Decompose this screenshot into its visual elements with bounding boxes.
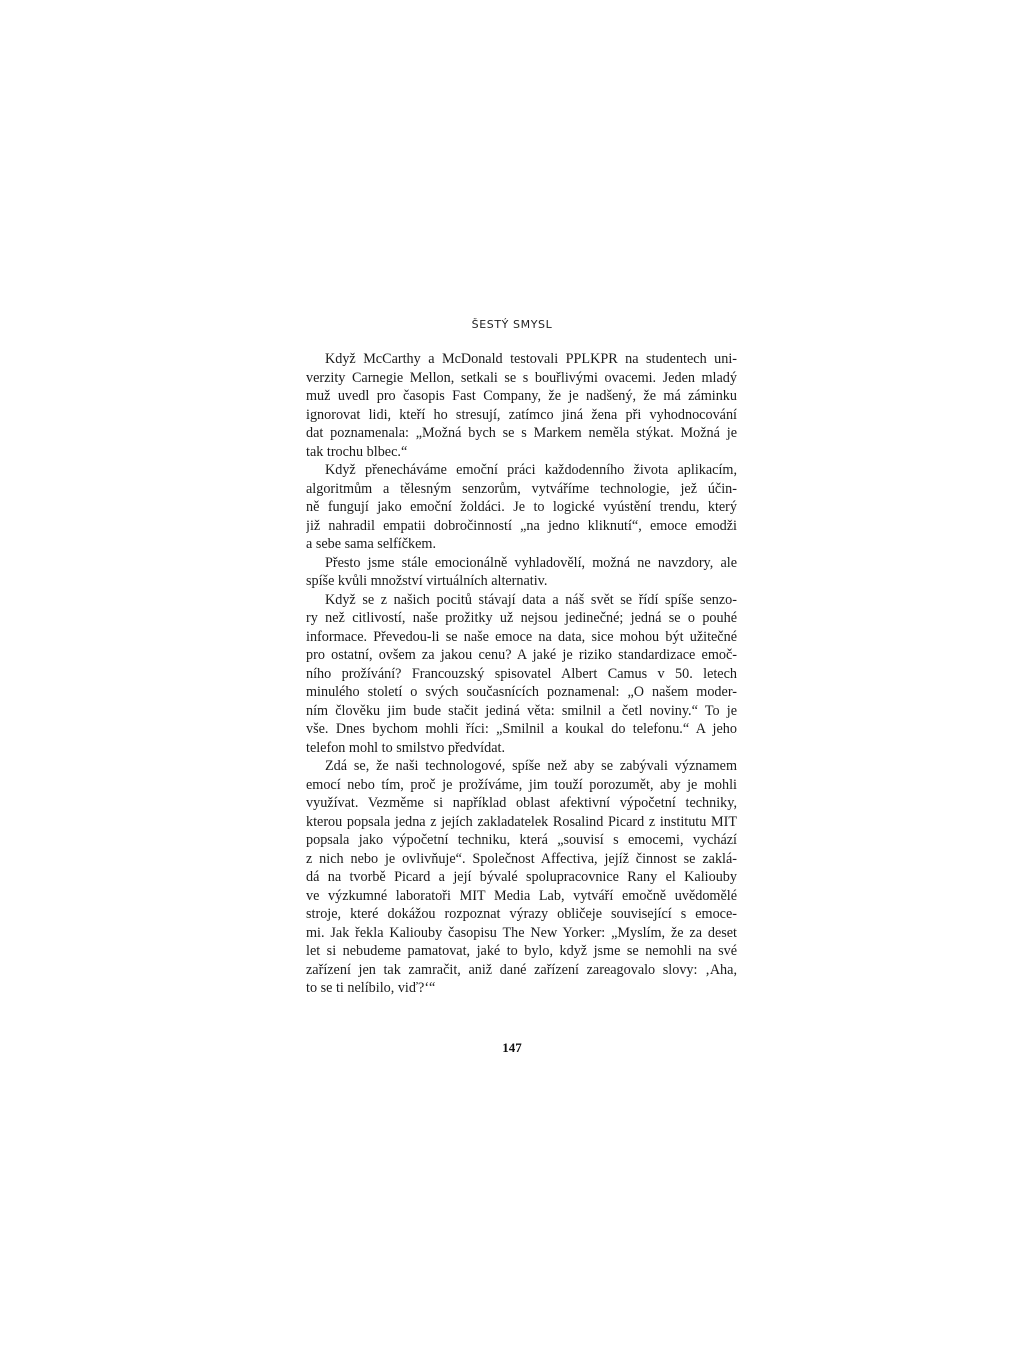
text-line: využívat. Vezměme si například oblast afektivní výpočetní techniky, <box>306 795 737 811</box>
text-line: Když McCarthy a McDonald testovali PPLKPR na studentech uni- <box>325 351 737 367</box>
text-line: z nich nebo je ovlivňuje“. Společnost Affectiva, jejíž činnost se zaklá- <box>306 850 737 867</box>
text-line: emocí nebo tím, proč je prožíváme, jim touží porozumět, aby je mohli <box>306 776 737 793</box>
text-line: stroje, které dokážou rozpoznat výrazy obličeje související s emoce- <box>306 906 737 922</box>
text-line: již nahradil empatii dobročinností „na jedno kliknutí“, emoce emodži <box>306 517 737 534</box>
text-line: Když přenecháváme emoční práci každodenního života aplikacím, <box>325 462 737 478</box>
text-line: minulého století o svých současnících poznamenal: „O našem moder- <box>306 684 737 700</box>
text-line: muž uvedl pro časopis Fast Company, že je nadšený, že má záminku <box>306 388 737 404</box>
text-line: Zdá se, že naši technologové, spíše než aby se zabývali významem <box>325 758 737 774</box>
body-text <box>306 350 737 998</box>
text-line: ním člověku jim bude stačit jediná věta: smilnil a četl noviny.“ To je <box>306 702 737 719</box>
text-line: ignorovat lidi, kteří ho stresují, zatímco jiná žena při vyhodnocování <box>306 406 737 423</box>
page-number: 147 <box>502 1040 522 1055</box>
text-line: to se ti nelíbilo, viď?‘“ <box>306 980 436 996</box>
text-line: Přesto jsme stále emocionálně vyhladovělí, možná ne navzdory, ale <box>325 554 737 571</box>
text-line: kterou popsala jedna z jejích zakladatelek Rosalind Picard z institutu MIT <box>306 813 737 830</box>
text-line: popsala jako výpočetní techniku, která „souvisí s emocemi, vychází <box>306 832 737 848</box>
text-line: dat poznamenala: „Možná bych se s Markem neměla stýkat. Možná je <box>306 425 737 441</box>
text-line: ry než citlivostí, naše prožitky už nejsou jedinečné; jedná se o pouhé <box>306 610 737 626</box>
text-line: ve výzkumné laboratoři MIT Media Lab, vytváří emočně uvědomělé <box>306 887 737 904</box>
text-line: zařízení jen tak zamračit, aniž dané zařízení zareagovalo slovy: ‚Aha, <box>306 961 737 978</box>
text-line: spíše kvůli množství virtuálních alternativ. <box>306 573 548 589</box>
text-line: a sebe sama selfíčkem. <box>306 536 436 552</box>
text-line: vše. Dnes bychom mohli říci: „Smilnil a koukal do telefonu.“ A jeho <box>306 721 737 737</box>
text-line: telefon mohl to smilstvo předvídat. <box>306 739 505 756</box>
text-line: algoritmům a tělesným senzorům, vytváříme technologie, jež účin- <box>306 480 737 497</box>
text-line: informace. Převedou-li se naše emoce na data, sice mohou být užitečné <box>306 628 737 645</box>
text-line: Když se z našich pocitů stávají data a náš svět se řídí spíše senzo- <box>325 591 737 608</box>
text-line: verzity Carnegie Mellon, setkali se s bouřlivými ovacemi. Jeden mladý <box>306 369 737 386</box>
text-line: dá na tvorbě Picard a její bývalé spolupracovnice Rany el Kaliouby <box>306 869 737 885</box>
running-head: ŠESTÝ SMYSL <box>471 318 553 331</box>
text-line: mi. Jak řekla Kaliouby časopisu The New Yorker: „Myslím, že za deset <box>306 924 737 941</box>
text-line: tak trochu blbec.“ <box>306 443 408 460</box>
text-line: pro ostatní, ovšem za jakou cenu? A jaké je riziko standardizace emoč- <box>306 647 737 663</box>
text-line: let si nebudeme pamatovat, jaké to bylo, když jsme se nemohli na své <box>306 943 737 959</box>
text-line: ního prožívání? Francouzský spisovatel Albert Camus v 50. letech <box>306 665 737 682</box>
text-line: ně fungují jako emoční žoldáci. Je to logické vyústění trendu, který <box>306 499 737 515</box>
